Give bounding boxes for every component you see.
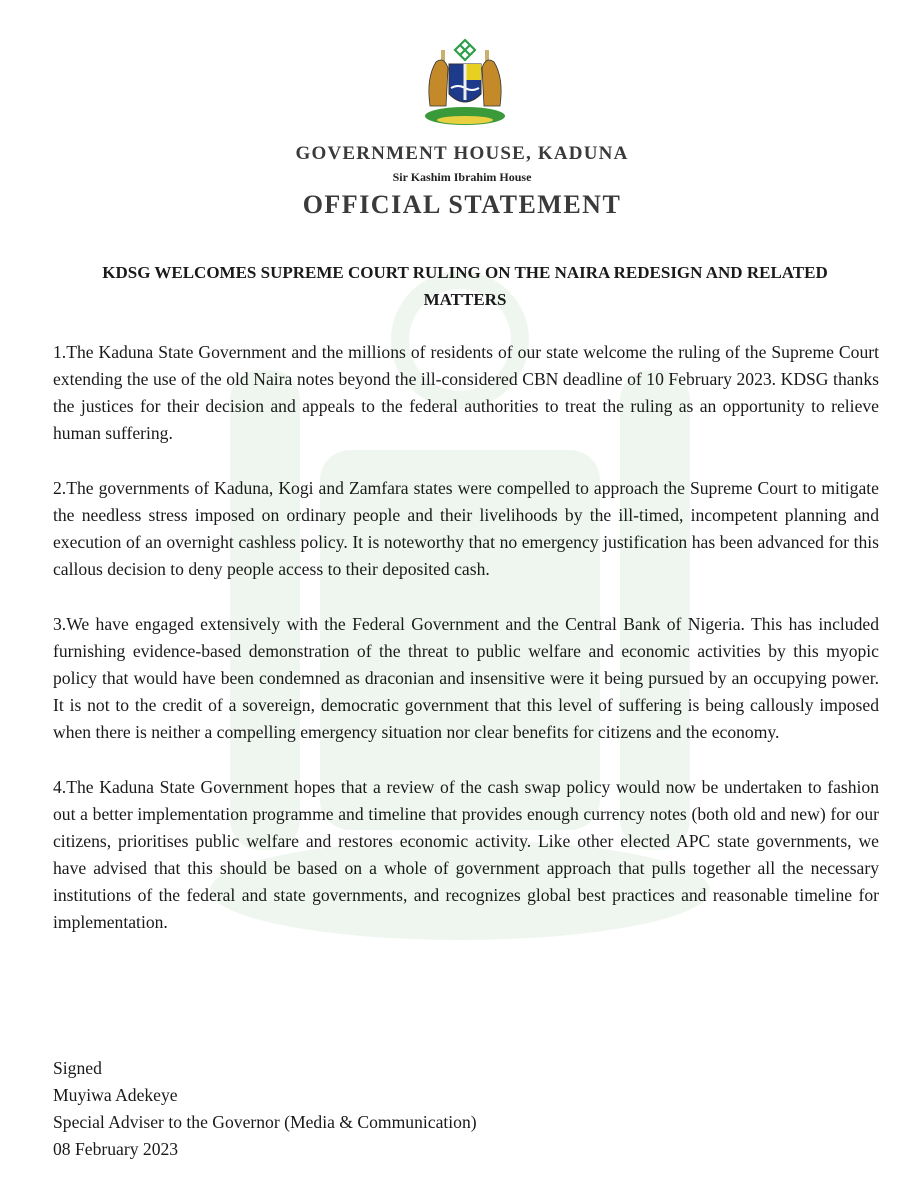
organization-subtitle: Sir Kashim Ibrahim House bbox=[392, 170, 532, 184]
organization-heading: GOVERNMENT HOUSE, KADUNA bbox=[295, 143, 629, 164]
signed-label: Signed bbox=[53, 1058, 102, 1078]
paragraph-2: 2.The governments of Kaduna, Kogi and Zamfara states were compelled to approach the Supreme Court to mitigate the needless stress imposed on ordinary people and their livelihoods by the ill-timed, incompetent planning and execution of an overnight cashless policy. It is noteworthy that no emergency justification has been advanced for this callous decision to deny people access to their deposited cash. bbox=[53, 478, 879, 579]
signatory-name: Muyiwa Adekeye bbox=[53, 1085, 178, 1105]
paragraph-4: 4.The Kaduna State Government hopes that a review of the cash swap policy would now be undertaken to fashion out a better implementation programme and timeline that provides enough currency notes (both old and new) for our citizens, prioritises public welfare and restores economic activity. Like other elected APC state governments, we have advised that this should be based on a whole of government approach that pulls together all the necessary institutions of the federal and state governments, and recognizes global best practices and reasonable timeline for implementation. bbox=[53, 777, 879, 932]
paragraph-3: 3.We have engaged extensively with the Federal Government and the Central Bank of Nigeria. This has included furnishing evidence-based demonstration of the threat to public welfare and economic activities by this myopic policy that would have been condemned as draconian and insensitive were it being pursued by an occupying power. It is not to the credit of a sovereign, democratic government that this level of suffering is being callously imposed when there is neither a compelling emergency situation nor clear benefits for citizens and the economy. bbox=[53, 614, 879, 742]
document-type-heading: OFFICIAL STATEMENT bbox=[302, 190, 622, 219]
signatory-position: Special Adviser to the Governor (Media & Communication) bbox=[53, 1112, 477, 1132]
paragraph-1: 1.The Kaduna State Government and the millions of residents of our state welcome the ruling of the Supreme Court extending the use of the old Naira notes beyond the ill-considered CBN deadline of 10 February 2023. KDSG thanks the justices for their decision and appeals to the federal authorities to treat the ruling as an opportunity to relieve human suffering. bbox=[53, 342, 879, 443]
kaduna-coat-of-arms-logo bbox=[420, 38, 510, 128]
statement-date: 08 February 2023 bbox=[53, 1139, 179, 1159]
statement-body bbox=[53, 339, 879, 964]
statement-title: KDSG WELCOMES SUPREME COURT RULING ON THE NAIRA REDESIGN AND RELATED MATTERS bbox=[102, 263, 828, 309]
signature-block bbox=[53, 1055, 477, 1163]
